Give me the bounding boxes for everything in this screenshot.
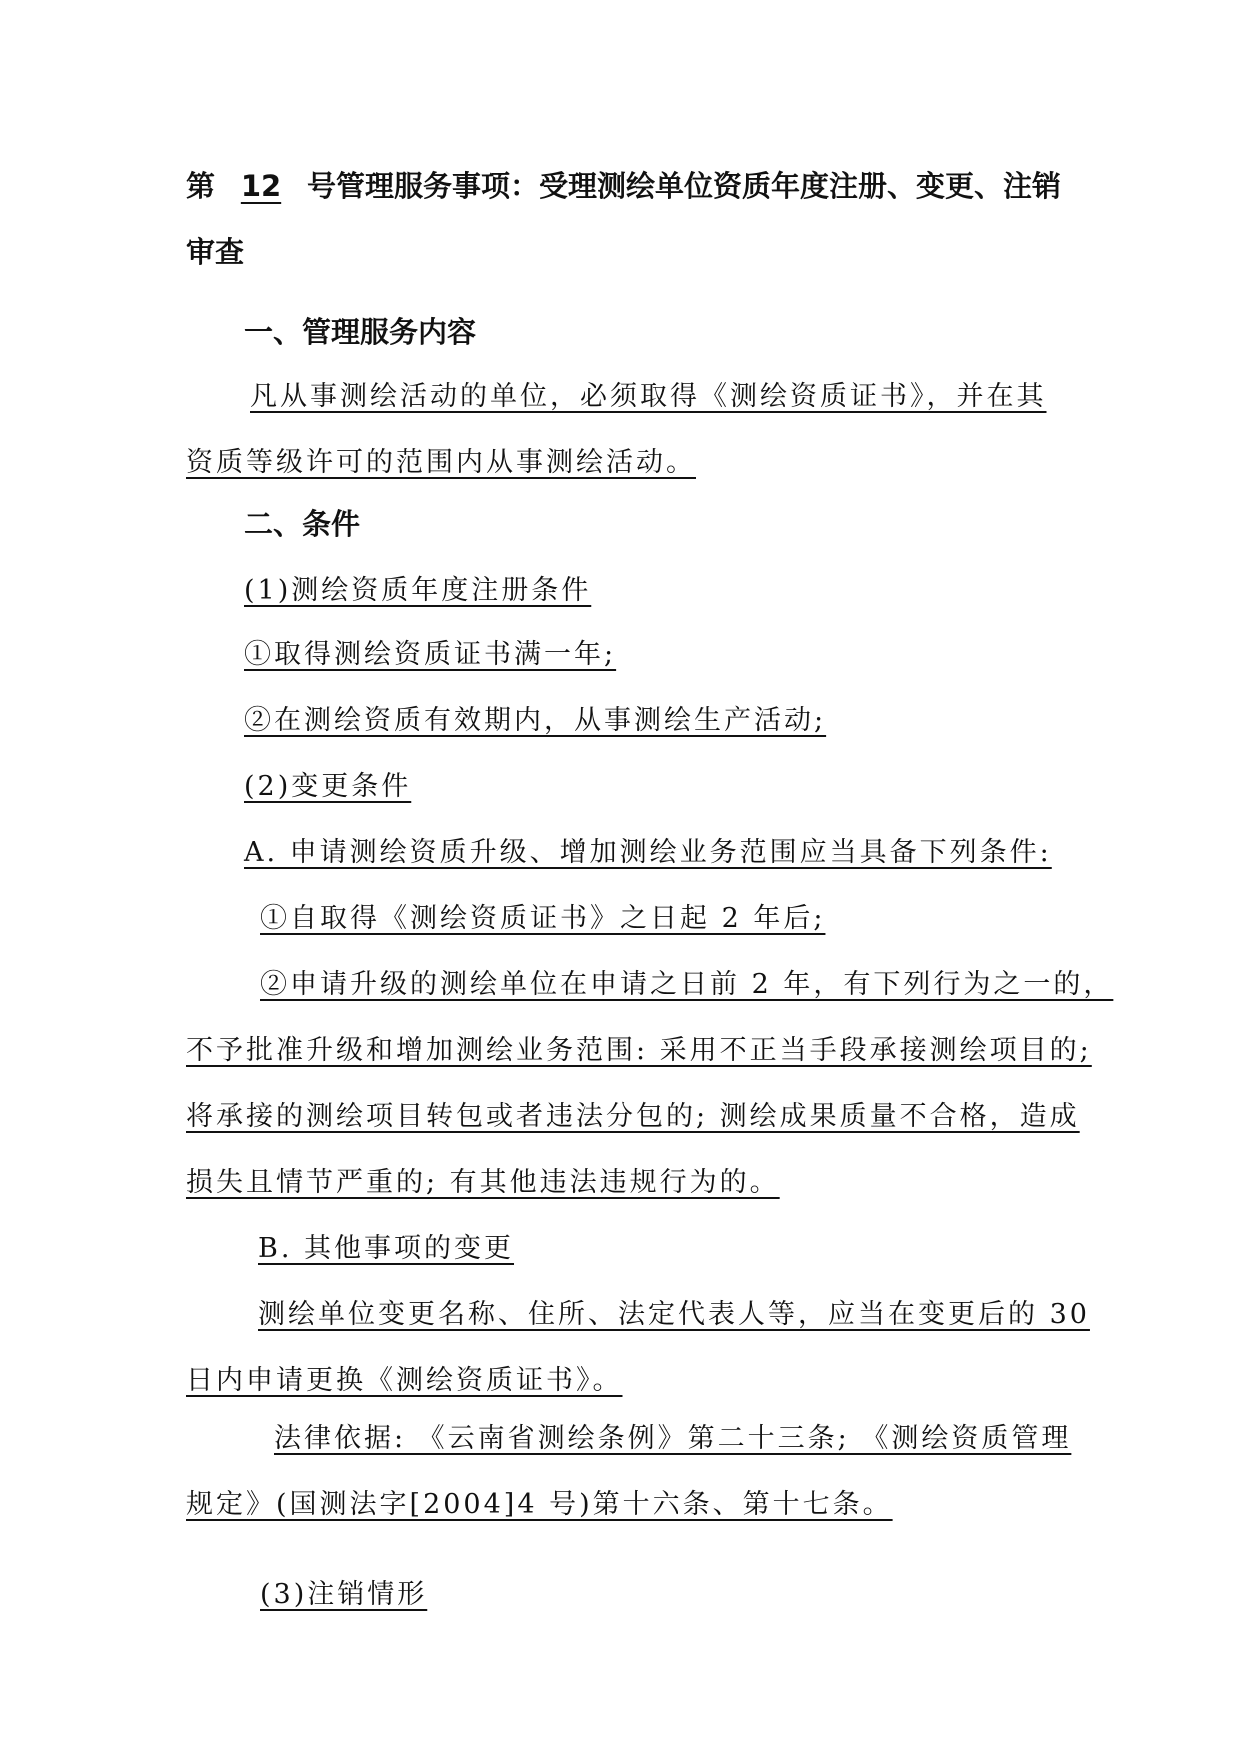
paragraph-line: 资质等级许可的范围内从事测绘活动。 xyxy=(186,447,696,478)
list-item: ②在测绘资质有效期内，从事测绘生产活动; xyxy=(244,705,827,736)
paragraph-line: 测绘单位变更名称、住所、法定代表人等，应当在变更后的 30 xyxy=(258,1299,1090,1330)
paragraph-line: 损失且情节严重的; 有其他违法违规行为的。 xyxy=(186,1167,780,1198)
subsection-title: B. 其他事项的变更 xyxy=(258,1233,515,1264)
paragraph-line: 不予批准升级和增加测绘业务范围: 采用不正当手段承接测绘项目的; xyxy=(186,1035,1092,1066)
page-title-line2: 审查 xyxy=(186,235,245,269)
subsection-title: (3)注销情形 xyxy=(260,1579,428,1610)
subsection-title: (2)变更条件 xyxy=(244,771,412,802)
legal-basis-line: 法律依据: 《云南省测绘条例》第二十三条; 《测绘资质管理 xyxy=(274,1423,1072,1454)
list-item: A. 申请测绘资质升级、增加测绘业务范围应当具备下列条件: xyxy=(244,837,1052,868)
legal-basis-line: 规定》(国测法字[2004]4 号)第十六条、第十七条。 xyxy=(186,1489,893,1520)
title-prefix: 第 xyxy=(186,169,216,203)
subsection-title: (1)测绘资质年度注册条件 xyxy=(244,575,592,606)
title-text: 号管理服务事项：受理测绘单位资质年度注册、变更、注销 xyxy=(307,169,1062,203)
section-heading-content: 一、管理服务内容 xyxy=(244,315,477,349)
list-item: ①取得测绘资质证书满一年; xyxy=(244,639,617,670)
paragraph-line: 日内申请更换《测绘资质证书》。 xyxy=(186,1365,623,1396)
list-item: ①自取得《测绘资质证书》之日起 2 年后; xyxy=(260,903,826,934)
paragraph-line: 将承接的测绘项目转包或者违法分包的; 测绘成果质量不合格，造成 xyxy=(186,1101,1080,1132)
title-number: 12 xyxy=(240,169,282,203)
paragraph-line: ②申请升级的测绘单位在申请之日前 2 年，有下列行为之一的， xyxy=(260,969,1114,1000)
page-title xyxy=(186,164,1061,205)
section-heading-conditions: 二、条件 xyxy=(244,507,361,541)
paragraph-line: 凡从事测绘活动的单位，必须取得《测绘资质证书》，并在其 xyxy=(250,381,1047,412)
